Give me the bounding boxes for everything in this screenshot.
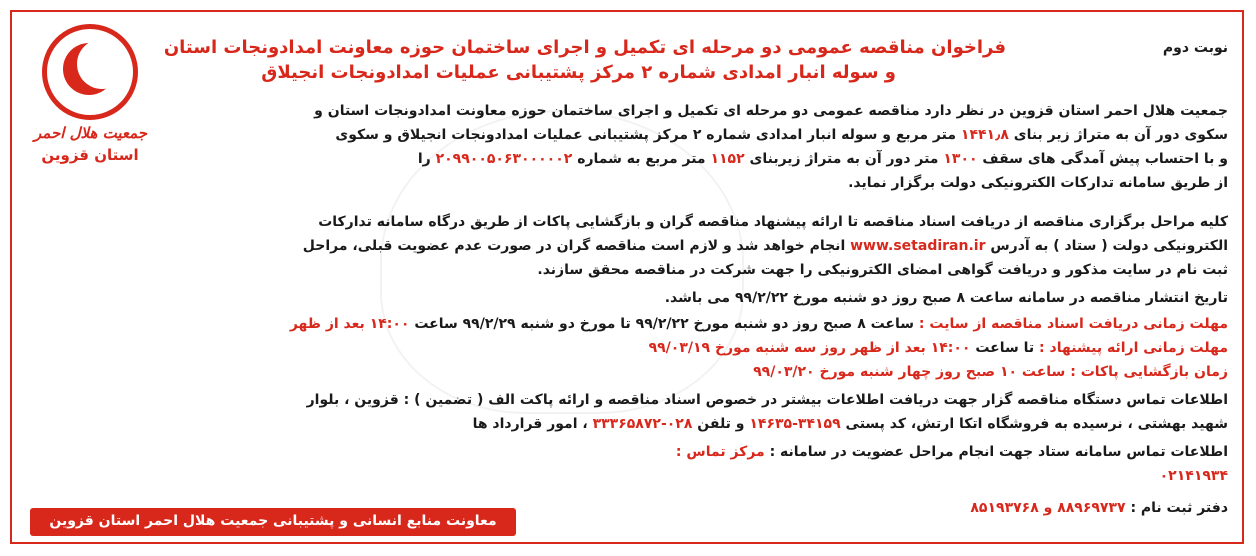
area-1-value: ۱۴۴۱٫۸ <box>960 127 1009 143</box>
roof-value: ۱۳۰۰ <box>943 151 978 167</box>
register-phones: ۸۸۹۶۹۷۳۷ و ۸۵۱۹۳۷۶۸ <box>970 500 1126 516</box>
offer-deadline-label: مهلت زمانی ارائه پیشنهاد : <box>1039 340 1228 356</box>
setad-phone: ۰۲۱۴۱۹۳۴ <box>1159 468 1228 484</box>
doc-deadline-label: مهلت زمانی دریافت اسناد مناقصه از سایت : <box>918 316 1228 332</box>
doc-deadline: مهلت زمانی دریافت اسناد مناقصه از سایت : ساعت ۸ صبح روز دو شنبه مورخ ۹۹/۲/۲۲ تا مورخ دو شنبه ۹۹/۲/۲۹ ساعت ۱۴:۰۰ بعد از ظهر <box>289 316 1228 332</box>
opening-time: زمان بازگشایی پاکات : ساعت ۱۰ صبح روز چهار شنبه مورخ ۹۹/۰۳/۲۰ <box>753 364 1228 380</box>
p1-line-1: جمعیت هلال احمر استان قزوین در نظر دارد مناقصه عمومی دو مرحله ای تکمیل و اجرای ساختمان حوزه معاونت امدادونجات استان و <box>314 103 1228 119</box>
setad-info: اطلاعات تماس سامانه ستاد جهت انجام مراحل عضویت در سامانه : مرکز تماس : <box>675 444 1228 460</box>
p2-line-3: ثبت نام در سایت مذکور و دریافت گواهی امضای الکترونیکی را جهت شرکت در مناقصه محقق سازند. <box>537 262 1228 278</box>
p1-line-2: سکوی دور آن به متراژ زیر بنای ۱۴۴۱٫۸ متر مربع و سوله انبار امدادی شماره ۲ مرکز پشتیبانی عملیات امدادونجات انجیلاق و سکوی <box>335 127 1228 143</box>
footer-text: معاونت منابع انسانی و پشتیبانی جمعیت هلال احمر استان قزوین <box>49 513 497 529</box>
red-crescent-icon <box>42 24 138 120</box>
setad-phone-line <box>1160 468 1228 484</box>
opening-label: زمان بازگشایی پاکات : <box>1070 364 1228 380</box>
contact-phone: ۰۲۸-۳۳۳۶۵۸۷۲ <box>592 416 693 432</box>
p2-line-1: کلیه مراحل برگزاری مناقصه از دریافت اسناد مناقصه تا ارائه پیشنهاد مناقصه گران و بازگشایی پاکات از طریق درگاه سامانه تدارکات <box>318 214 1228 230</box>
contact-line-2: شهید بهشتی ، نرسیده به فروشگاه اتکا ارتش، کد پستی ۳۴۱۵۹-۱۴۶۳۵ و تلفن ۰۲۸-۳۳۳۶۵۸۷۲ ، امور قرارداد ها <box>472 416 1228 432</box>
logo-org-name: جمعیت هلال احمر <box>34 124 148 142</box>
publish-date: تاریخ انتشار مناقصه در سامانه ساعت ۸ صبح روز دو شنبه مورخ ۹۹/۲/۲۲ می باشد. <box>664 290 1228 306</box>
offer-deadline: مهلت زمانی ارائه پیشنهاد : تا ساعت ۱۴:۰۰ بعد از ظهر روز سه شنبه مورخ ۹۹/۰۳/۱۹ <box>648 340 1228 356</box>
p2-line-2: الکترونیکی دولت ( ستاد ) به آدرس www.setadiran.ir انجام خواهد شد و لازم است مناقصه گران در صورت عدم عضویت قبلی، مراحل <box>302 238 1228 254</box>
area-2-value: ۱۱۵۲ <box>710 151 745 167</box>
tender-number: ۲۰۹۹۰۰۵۰۶۳۰۰۰۰۰۲ <box>435 151 573 167</box>
title-line-2: و سوله انبار امدادی شماره ۲ مرکز پشتیبانی عملیات امدادونجات انجیلاق <box>261 62 896 83</box>
contact-line-1: اطلاعات تماس دستگاه مناقصه گزار جهت دریافت اطلاعات بیشتر در خصوص اسناد مناقصه و ارائه پاکت الف ( تضمین ) : قزوین ، بلوار <box>306 392 1228 408</box>
round-label: نوبت دوم <box>1162 40 1228 56</box>
register-office: دفتر ثبت نام : ۸۸۹۶۹۷۳۷ و ۸۵۱۹۳۷۶۸ <box>970 500 1228 516</box>
logo <box>34 24 146 180</box>
p1-line-3: و با احتساب پیش آمدگی های سقف ۱۳۰۰ متر دور آن به متراژ زیربنای ۱۱۵۲ متر مربع به شماره ۲۰۹۹۰۰۵۰۶۳۰۰۰۰۰۲ را <box>417 151 1228 167</box>
setad-website-link[interactable]: www.setadiran.ir <box>850 238 986 254</box>
logo-province: استان قزوین <box>41 146 139 164</box>
postal-code: ۳۴۱۵۹-۱۴۶۳۵ <box>749 416 841 432</box>
p1-line-4: از طریق سامانه تدارکات الکترونیکی دولت برگزار نماید. <box>848 175 1228 191</box>
title-line-1: فراخوان مناقصه عمومی دو مرحله ای تکمیل و اجرای ساختمان حوزه معاونت امدادونجات استان <box>163 37 1006 58</box>
